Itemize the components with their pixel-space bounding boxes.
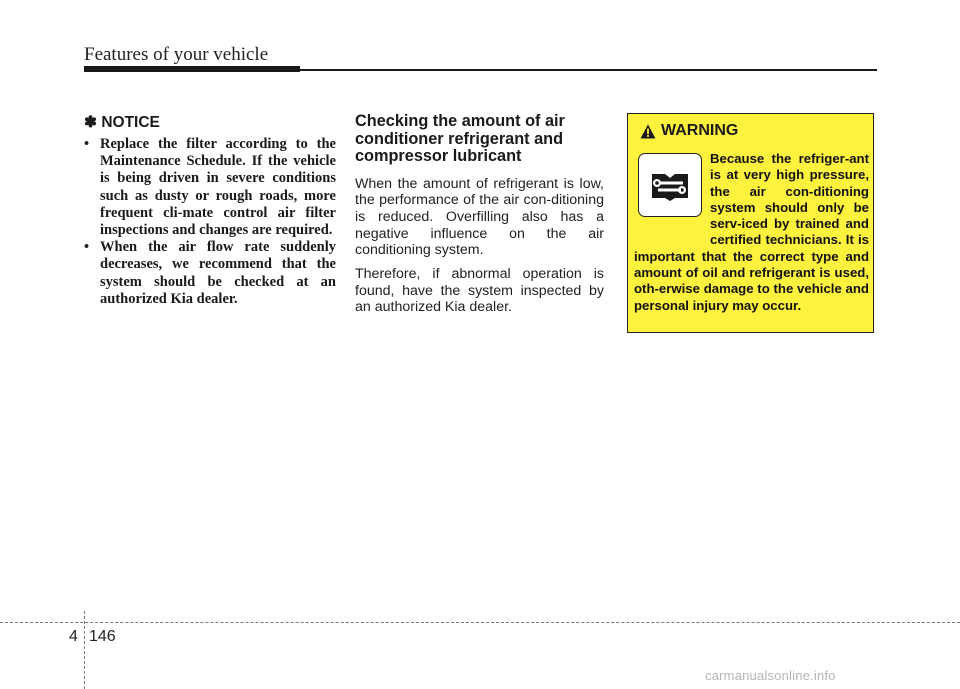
- warning-title: WARNING: [661, 122, 739, 139]
- watermark: carmanualsonline.info: [705, 668, 836, 683]
- notice-item: [84, 136, 336, 239]
- header-rule-thick: [84, 66, 300, 72]
- warning-body: Because the refriger-ant is at very high pressure, the air con-ditioning system should only be serv-iced by trained and certified technicians. It is important that the correct type and amount of oil and refrigerant is used, oth-erwise damage to the vehicle and personal injury may occur.: [634, 151, 869, 313]
- warning-triangle-icon: [640, 124, 656, 139]
- warning-header: [640, 122, 738, 140]
- notice-block: [84, 113, 336, 308]
- chapter-number: 4: [69, 628, 78, 645]
- notice-star-icon: ✽: [84, 114, 97, 131]
- bullet-icon: •: [84, 136, 90, 152]
- warning-text: [634, 151, 869, 314]
- section-paragraph: Therefore, if abnormal operation is found, have the system inspected by an authorized Kia dealer.: [355, 266, 604, 316]
- notice-item: [84, 239, 336, 308]
- page-number: 146: [89, 628, 116, 645]
- page-header-title: Features of your vehicle: [84, 44, 269, 65]
- notice-item-text: When the air flow rate suddenly decreases, we recommend that the system should be checked at an authorized Kia dealer.: [100, 239, 336, 307]
- refrigerant-section: [355, 113, 604, 323]
- section-heading: Checking the amount of air conditioner refrigerant and compressor lubricant: [355, 112, 565, 165]
- warning-box: [627, 113, 874, 333]
- footer-divider-vertical: [84, 611, 85, 689]
- notice-list: [84, 136, 336, 308]
- section-paragraph: When the amount of refrigerant is low, the performance of the air con-ditioning is reduced. Overfilling also has a negative influence on the air conditioning system.: [355, 175, 604, 259]
- bullet-icon: •: [84, 239, 90, 256]
- notice-heading: [84, 113, 336, 132]
- footer-divider: [0, 622, 960, 623]
- notice-item-text: Replace the filter according to the Maintenance Schedule. If the vehicle is being driven in severe conditions such as dusty or rough roads, more frequent cli-mate control air filter inspections and changes are required.: [100, 136, 336, 239]
- notice-title: NOTICE: [101, 114, 160, 131]
- header-rule-thin: [300, 69, 877, 71]
